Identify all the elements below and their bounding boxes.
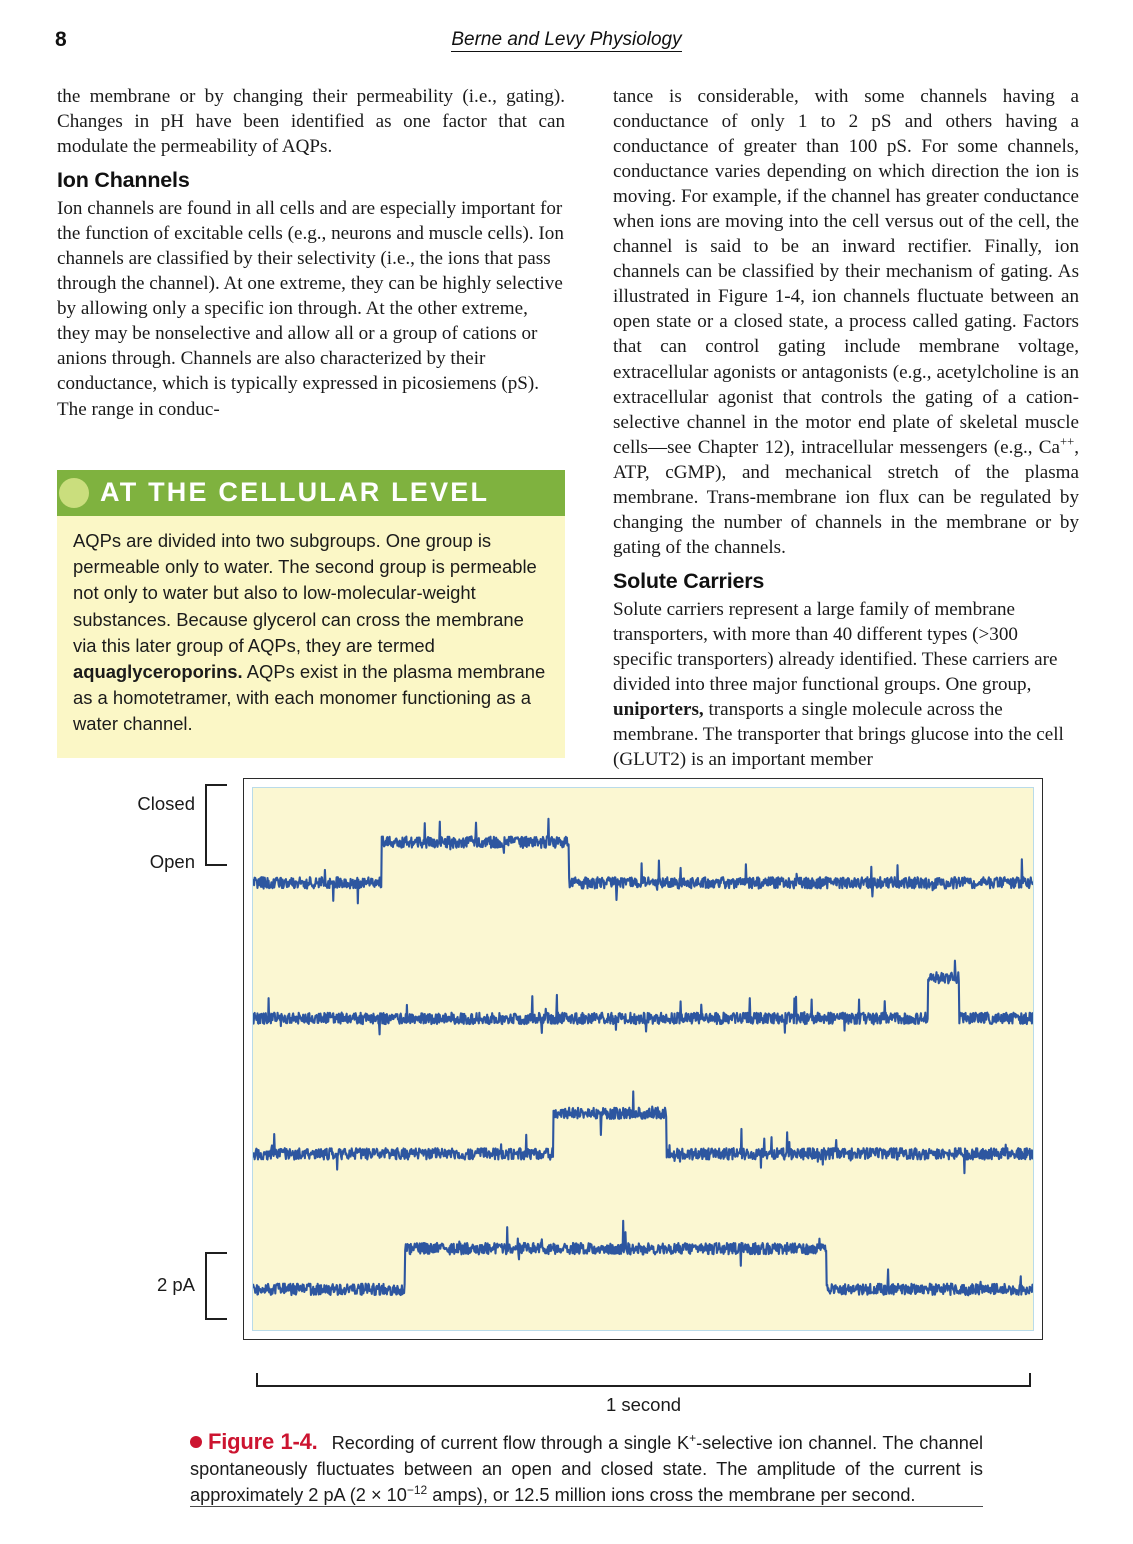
plot-area bbox=[252, 787, 1034, 1331]
bullet-icon bbox=[190, 1436, 202, 1448]
paragraph-ion-channels: Ion channels are found in all cells and are especially important for the function of excitable cells (e.g., neurons and muscle cells). Ion channels are classified by their selectivity (i.e., the ions that pass through the channel). At one extreme, they can be highly selective by allowing only a specific ion through. At the other extreme, they may be nonselective and allow all or a group of cations or anions through. Channels are also characterized by their conductance, which is typically expressed in picosiemens (pS). The range in conduc- bbox=[57, 198, 564, 420]
solute-text-part1: Solute carriers represent a large family of membrane transporters, with more than 40 different types (>300 specific transporters) already identified. These carriers are divided into three major functional groups. One group, bbox=[613, 598, 1058, 696]
paragraph-continued: the membrane or by changing their permeability (i.e., gating). Changes in pH have been identified as one factor that can modulate the permeability of AQPs. bbox=[57, 86, 565, 158]
callout-header-title: AT THE CELLULAR LEVEL bbox=[100, 477, 490, 507]
trace-sweep-4 bbox=[253, 1221, 1033, 1295]
calcium-superscript: ++ bbox=[1060, 434, 1075, 449]
heading-solute-carriers: Solute Carriers bbox=[613, 568, 765, 593]
paragraph-solute-carriers bbox=[613, 597, 1079, 772]
heading-ion-channels: Ion Channels bbox=[57, 168, 190, 193]
paragraph-conductance bbox=[613, 84, 1079, 560]
right-text-a: tance is considerable, with some channels having a conductance of only 1 to 2 pS and others having a conductance of greater than 100 pS. For some channels, conductance varies depending on which direction the ion is moving. For example, if the channel has greater conductance when ions are moving into the cell versus out of the cell, the channel is said to be an inward rectifier. Finally, ion channels can be classified by their mechanism of gating. As illustrated in Figure 1-4, ion channels fluctuate between an open state or a closed state, a process called gating. Factors that can control gating include membrane voltage, extracellular agonists or antagonists (e.g., acetylcholine is an extracellular agonist that controls the gating of a cation-selective channel in the motor end plate of skeletal muscle cells—see Chapter 12), intracellular messengers (e.g., Ca bbox=[613, 86, 1079, 458]
exponent-superscript: −12 bbox=[406, 1482, 428, 1497]
callout-text-part1: AQPs are divided into two subgroups. One group is permeable only to water. The second group is permeable not only to water but also to low-molecular-weight substances. Because glycerol can cross the membrane via this later group of AQPs, they are termed bbox=[73, 530, 537, 656]
solute-text-part2: transports a single molecule across the membrane. The transporter that brings glucose into the cell (GLUT2) is an important member bbox=[613, 699, 1064, 771]
label-amplitude: 2 pA bbox=[156, 1274, 195, 1295]
callout-header bbox=[57, 470, 565, 516]
solute-term-uniporters: uniporters, bbox=[613, 699, 704, 721]
trace-sweep-1 bbox=[253, 819, 1033, 904]
right-text-b: , ATP, cGMP), and mechanical stretch of the plasma membrane. Trans-membrane ion flux can be regulated by changing the number of channels in the membrane or by gating of the channels. bbox=[613, 436, 1079, 558]
callout-body bbox=[57, 516, 565, 758]
page-number: 8 bbox=[55, 28, 67, 51]
state-bracket bbox=[205, 784, 227, 866]
caption-text-1: Recording of current flow through a single K bbox=[331, 1433, 690, 1453]
label-open: Open bbox=[149, 851, 195, 872]
right-text-column bbox=[613, 84, 1079, 772]
caption-rule bbox=[190, 1506, 983, 1507]
left-text-column bbox=[57, 84, 565, 422]
trace-sweep-3 bbox=[253, 1091, 1033, 1173]
caption-text-2: -selective ion channel. The channel spontaneously fluctuates between an open and closed state. The amplitude of the current is approximately 2 pA (2 × 10 bbox=[190, 1433, 983, 1505]
figure-number: Figure 1-4. bbox=[208, 1429, 318, 1454]
circle-icon bbox=[59, 478, 89, 508]
caption-text-3: amps), or 12.5 million ions cross the membrane per second. bbox=[427, 1484, 916, 1505]
potassium-superscript: + bbox=[689, 1430, 697, 1445]
plot-frame bbox=[243, 778, 1043, 1340]
channel-trace-svg bbox=[253, 788, 1033, 1330]
callout-term-aquaglyceroporins: aquaglyceroporins. bbox=[73, 661, 243, 683]
trace-sweep-2 bbox=[253, 961, 1033, 1035]
amplitude-bracket bbox=[205, 1252, 227, 1320]
time-scale-label: 1 second bbox=[605, 1394, 682, 1415]
figure-caption bbox=[190, 1429, 983, 1508]
book-title: Berne and Levy Physiology bbox=[451, 29, 682, 50]
time-scale-bar bbox=[256, 1373, 1031, 1387]
running-head bbox=[55, 28, 1078, 58]
callout-text-part2: AQPs exist in the plasma membrane as a homotetramer, with each monomer functioning as a water channel. bbox=[73, 661, 546, 735]
at-the-cellular-level-box bbox=[57, 470, 565, 758]
label-closed: Closed bbox=[137, 793, 195, 814]
